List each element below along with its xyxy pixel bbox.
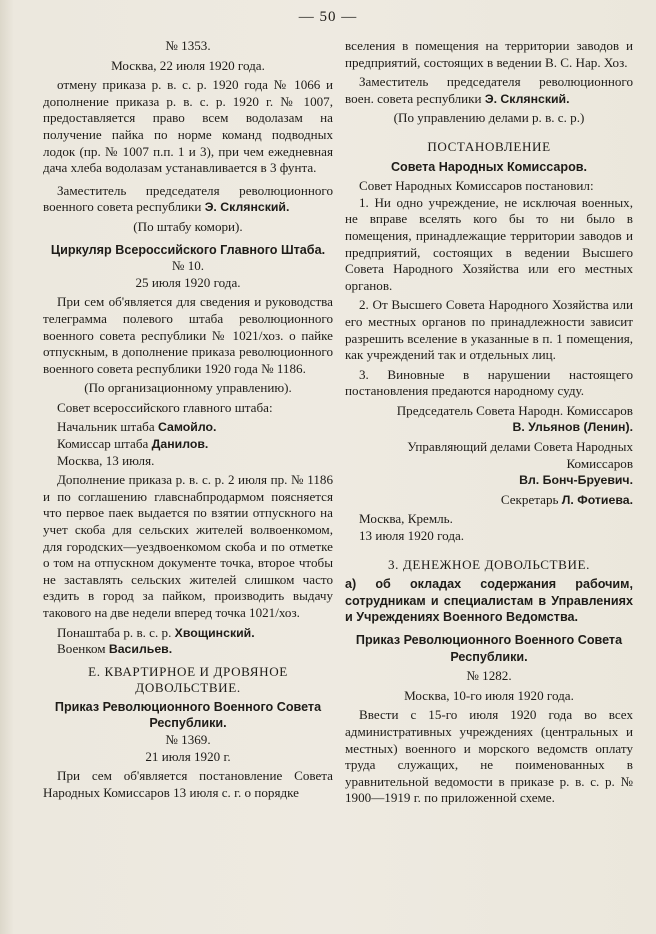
- section-3-heading: 3. ДЕНЕЖНОЕ ДОВОЛЬСТВИЕ.: [388, 556, 590, 572]
- decree-place: Москва, Кремль.: [359, 511, 453, 527]
- order-1369-continuation: вселения в помещения на территории заводов и предприятий, состоящих в ведении В. С. Нар. Хоз.: [345, 38, 633, 70]
- circular-chief: [43, 419, 333, 436]
- chief-title: Начальник штаба: [57, 419, 155, 435]
- decree-intro: Совет Народных Комиссаров постановил:: [359, 178, 594, 194]
- sig1-title: Понаштаба р. в. с. р.: [57, 624, 172, 640]
- signature-name: Э. Склянский.: [484, 91, 570, 106]
- right-column: [345, 38, 633, 807]
- circular-date: 25 июля 1920 года.: [135, 274, 241, 290]
- order-1369-body: При сем об'является постановление Совета Народных Комиссаров 13 июля с. г. о порядке: [43, 768, 333, 800]
- order-1282-heading: Приказ Революционного Военного Совета Республики.: [355, 633, 623, 664]
- decree-point-2: 2. От Высшего Совета Народного Хозяйства или его местных органов по принадлежности зависит разрешить вселение в указанные в п. 1 помещения, как учреждений так и отдельных лиц.: [345, 297, 633, 363]
- order-1282-body: Ввести с 15-го июля 1920 года во всех административных учреждениях (центральных и местных) военного и морского ведомств оплату труда служащих, не поименованных в уравнительной ведомости в приказе р. в. с. р. № 1900—1919 г. по приложенной схеме.: [345, 707, 633, 806]
- decree-manager-name: Вл. Бонч-Бруевич.: [519, 473, 633, 488]
- commissar-name: Данилов.: [151, 437, 209, 452]
- signature-title: Заместитель председателя революционного воен. совета республики: [345, 74, 633, 106]
- order-1282-place-date: Москва, 10-го июля 1920 года.: [404, 687, 574, 703]
- decree-point-3: 3. Виновные в нарушении настоящего постановления предаются народному суду.: [345, 366, 633, 399]
- decree-subheading: Совета Народных Комиссаров.: [390, 159, 588, 174]
- circular-council: Совет всероссийского главного штаба:: [57, 399, 273, 415]
- order-1282-number: № 1282.: [466, 668, 512, 684]
- signature-name: Э. Склянский.: [204, 200, 290, 215]
- sig2-name: Васильев.: [108, 642, 173, 657]
- signature-title: Заместитель председателя революционного военного совета республики: [43, 182, 333, 215]
- sig1-name: Хвощинский.: [174, 625, 255, 640]
- circular-signature-1: [43, 625, 333, 642]
- circular-supplement: Дополнение приказа р. в. с. р. 2 июля пр. № 1186 и по соглашению главснабпродармом поясняется что первое паек выдается по взятии отпускного на учет скоба для сельских жителей волвоенкомом, для городских—уездвоенкомом скоба и по отметке о том на отпускном документе точка, второе чтобы не заставлять сельских жителей слишком часто ездить в город за пайком, производить выдачу такового на две недели вперед точка 1021/хоз.: [43, 472, 333, 620]
- secretary-title: Секретарь: [500, 491, 559, 507]
- decree-point-1: 1. Ни одно учреждение, не исключая военных, не вправе вселять кого бы то ни было в помещения, принадлежащие территории заводов и предприятий, состоящих в ведении Высшего Совета Народного Хозяйства или его местных органов.: [345, 194, 633, 293]
- circular-commissar: [43, 436, 333, 453]
- decree-chair-title: Председатель Совета Народн. Комиссаров: [396, 402, 633, 418]
- order-1353-signature: [43, 183, 333, 216]
- order-1369-number: № 1369.: [165, 731, 211, 747]
- decree-date: 13 июля 1920 года.: [359, 528, 465, 544]
- decree-heading: ПОСТАНОВЛЕНИЕ: [427, 138, 551, 154]
- order-1353-number: № 1353.: [165, 38, 211, 53]
- chief-name: Самойло.: [157, 420, 217, 435]
- circular-note: (По организационному управлению).: [84, 380, 292, 396]
- right-signature: [345, 74, 633, 107]
- commissar-title: Комиссар штаба: [57, 436, 149, 452]
- order-1353-place-date: Москва, 22 июля 1920 года.: [111, 57, 265, 73]
- section-e-heading: Е. КВАРТИРНОЕ И ДРОВЯНОЕ ДОВОЛЬСТВИЕ.: [88, 663, 288, 695]
- sig2-title: Военком: [57, 641, 106, 657]
- circular-heading: Циркуляр Всероссийского Главного Штаба.: [50, 242, 326, 257]
- section-3-subheading: а) об окладах содержания рабочим, сотрудникам и специалистам в Управлениях и Учреждениях Военного Ведомства.: [345, 577, 633, 625]
- left-column: [43, 38, 333, 801]
- decree-manager-title: Управляющий делами Совета Народных Комиссаров: [407, 439, 633, 471]
- secretary-name: Л. Фотиева.: [561, 492, 633, 507]
- order-1369-date: 21 июля 1920 г.: [145, 748, 231, 764]
- right-note: (По управлению делами р. в. с. р.): [393, 110, 585, 126]
- circular-number: № 10.: [171, 258, 205, 274]
- order-1353-note: (По штабу комори).: [133, 218, 243, 234]
- decree-chair-name: В. Ульянов (Ленин).: [512, 420, 633, 435]
- order-1353-body: отмену приказа р. в. с. р. 1920 года № 1066 и дополнение приказа р. в. с. р. 1920 г. № 1007, предоставляется право всем водолазам на получение пайка по норме команд подводных лодок (пр. № 1007 п.п. 1 и 3), при чем ежедневная дача хлеба водолазам устанавливается в 3 фунта.: [43, 77, 333, 176]
- circular-signature-2: [43, 641, 333, 658]
- section-e-order-heading: Приказ Революционного Военного Совета Республики.: [54, 699, 322, 731]
- page-number: — 50 —: [298, 9, 358, 25]
- decree-secretary: [345, 492, 633, 509]
- circular-place-date: Москва, 13 июля.: [57, 452, 155, 468]
- circular-body: При сем об'является для сведения и руководства телеграмма полевого штаба революционного военного совета республики № 1021/хоз. о пайке отпускным, в дополнение приказа революционного военного совета республики 1920 года № 1186.: [43, 294, 333, 376]
